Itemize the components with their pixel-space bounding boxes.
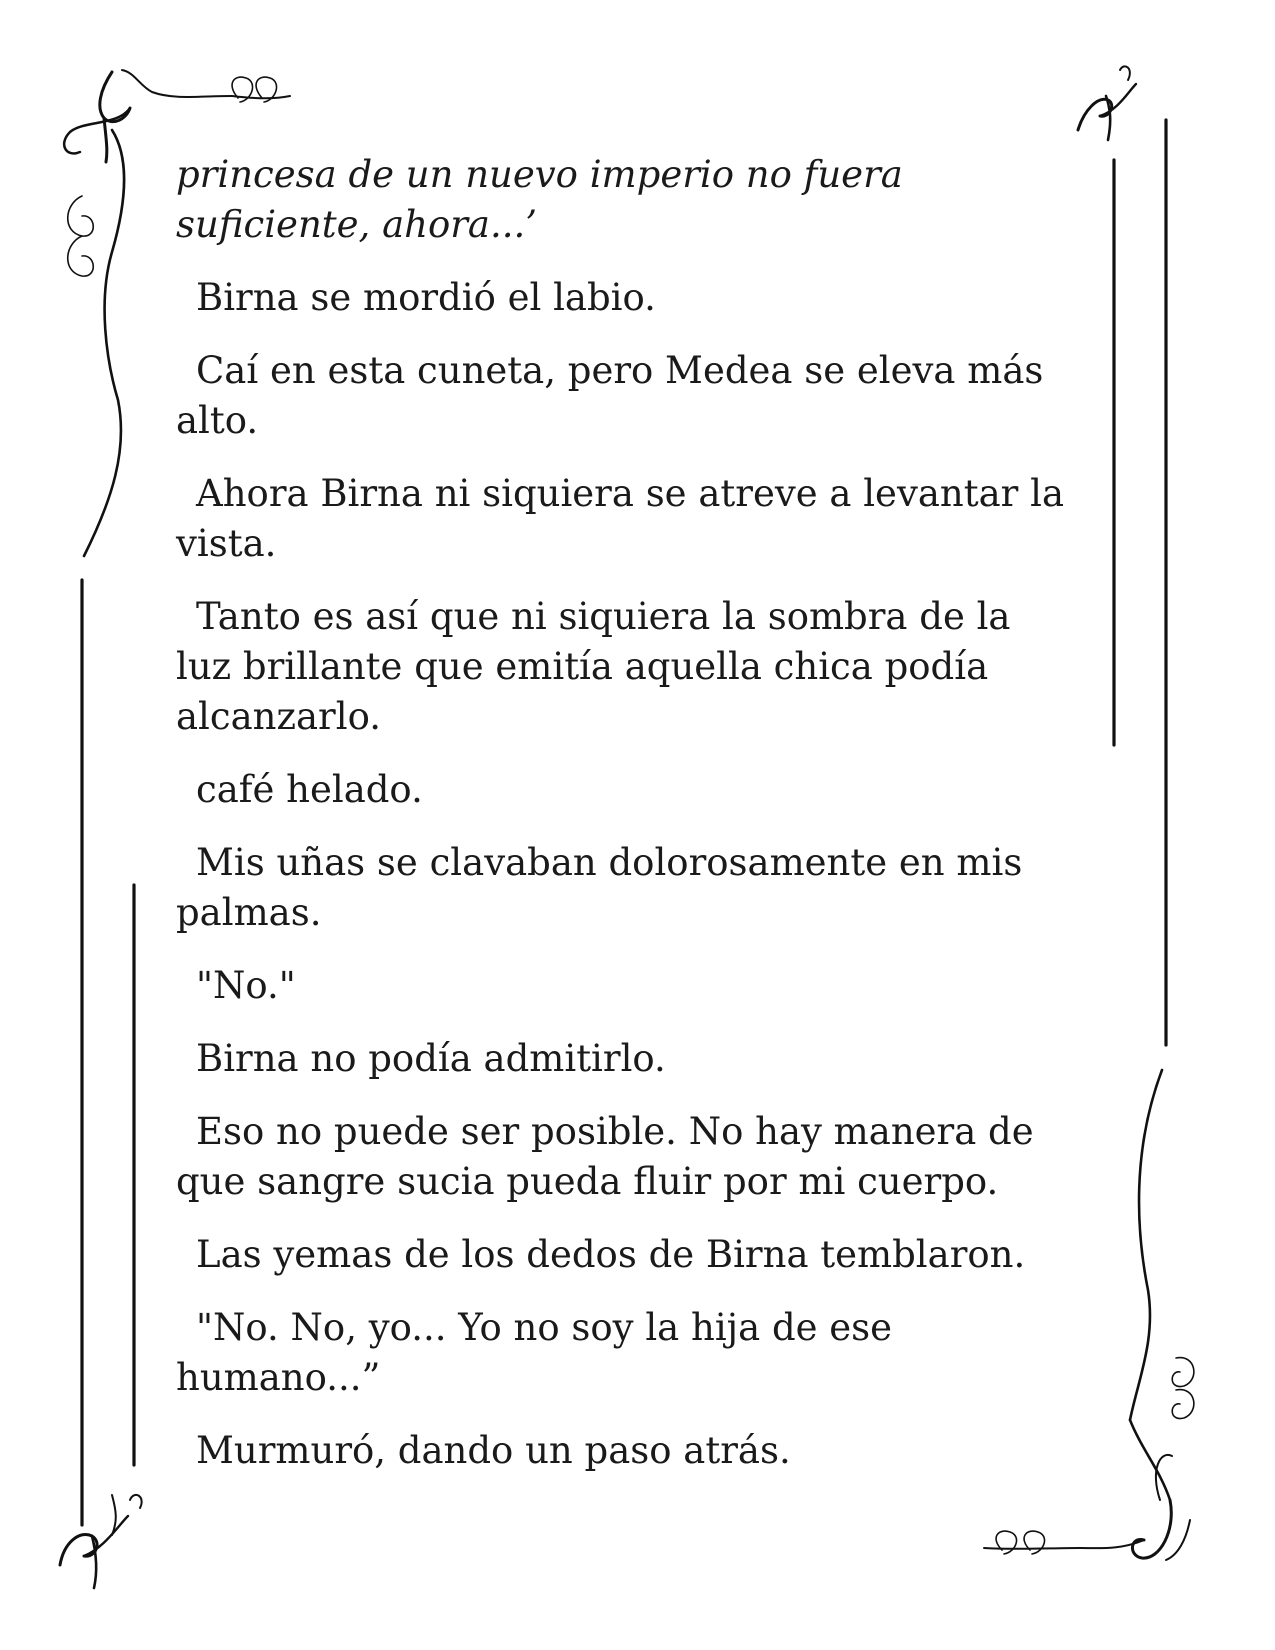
paragraph: Tanto es así que ni siquiera la sombra de la luz brillante que emitía aquella chica podía alcanzarlo. [176, 595, 1011, 738]
paragraph: Birna no podía admitirlo. [196, 1037, 666, 1080]
paragraph: Ahora Birna ni siquiera se atreve a levantar la vista. [176, 472, 1065, 565]
paragraph: Birna se mordió el labio. [196, 276, 656, 319]
paragraph-intro-italic: princesa de un nuevo imperio no fuera suficiente, ahora...’ [176, 153, 903, 246]
paragraph: Caí en esta cuneta, pero Medea se eleva más alto. [176, 349, 1044, 442]
paragraph: Mis uñas se clavaban dolorosamente en mis palmas. [176, 841, 1023, 934]
top-right-flourish-icon [1078, 66, 1166, 1045]
left-border-lines [82, 580, 134, 1525]
paragraph: "No. No, yo... Yo no soy la hija de ese humano...” [176, 1306, 893, 1399]
page-text-body [176, 150, 1076, 1499]
bottom-left-flourish-icon [60, 1495, 142, 1588]
paragraph: café helado. [196, 768, 423, 811]
paragraph: Eso no puede ser posible. No hay manera de que sangre sucia pueda fluir por mi cuerpo. [176, 1110, 1034, 1203]
paragraph: "No." [196, 964, 296, 1007]
paragraph: Las yemas de los dedos de Birna temblaron. [196, 1233, 1026, 1276]
paragraph: Murmuró, dando un paso atrás. [196, 1429, 791, 1472]
